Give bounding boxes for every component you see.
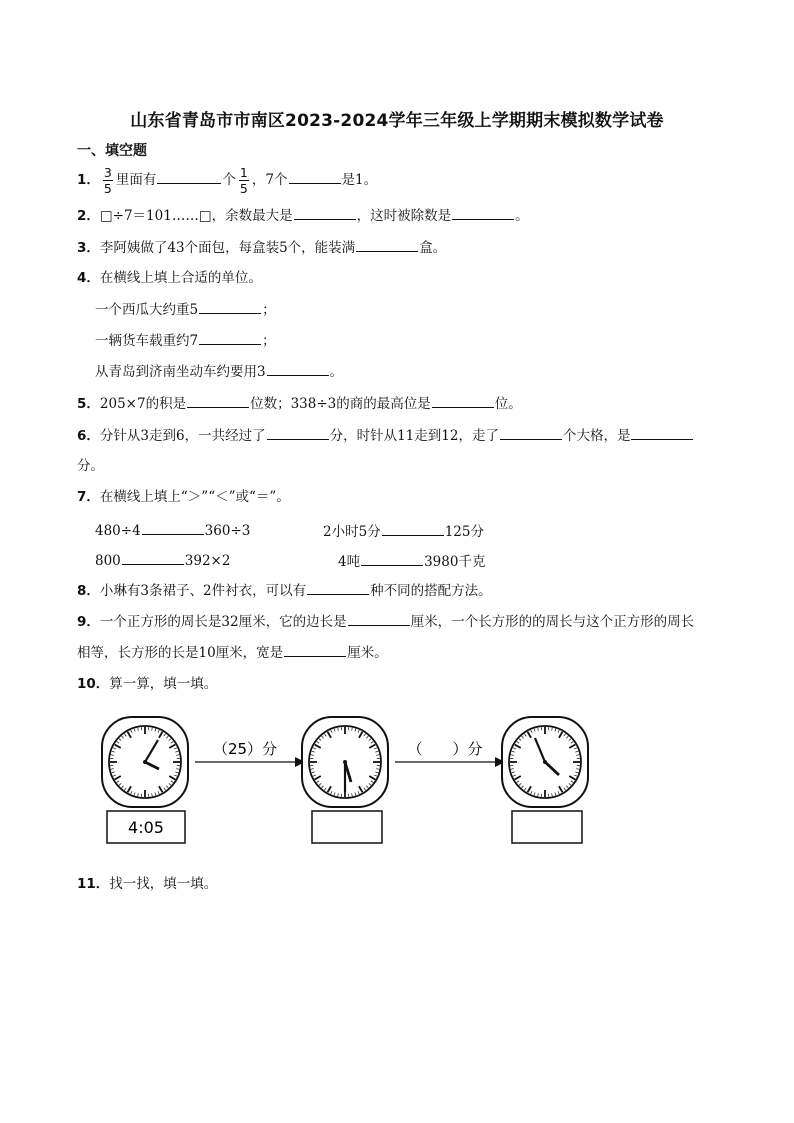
fraction-1-5: $\frac{1}{5}$ — [239, 165, 248, 196]
question-number: 11． — [77, 876, 110, 892]
clock-icon — [102, 717, 188, 807]
question-4-b: 一辆货车载重约7 ； — [95, 330, 276, 351]
page-title: 山东省青岛市市南区2023-2024学年三年级上学期期末模拟数学试卷 — [130, 111, 664, 131]
question-7: 7．在横线上填上“＞”“＜”或“＝”。 — [77, 489, 290, 505]
answer-blank[interactable] — [187, 393, 249, 408]
question-6-cont: 分。 — [77, 458, 104, 474]
time-box-2[interactable] — [312, 811, 382, 843]
arrow-2 — [395, 757, 505, 767]
answer-blank[interactable] — [157, 169, 221, 184]
compare-item-2: 2小时5分 125分 — [323, 520, 484, 540]
question-3: 3．李阿姨做了43个面包，每盒装5个，能装满 盒。 — [77, 237, 446, 258]
question-10: 10．算一算，填一填。 — [77, 676, 218, 692]
answer-blank[interactable] — [267, 425, 329, 440]
answer-blank[interactable] — [289, 169, 341, 184]
interval-label-1: （25）分 — [212, 740, 278, 758]
answer-blank[interactable] — [452, 205, 514, 220]
question-6: 6．分针从3走到6，一共经过了 分，时针从11走到12，走了 个大格，是 — [77, 425, 694, 446]
section-heading: 一、填空题 — [77, 143, 147, 159]
question-4-a: 一个西瓜大约重5 ； — [95, 299, 276, 320]
answer-blank[interactable] — [356, 237, 418, 252]
question-9-cont: 相等，长方形的长是10厘米，宽是 厘米。 — [77, 642, 388, 663]
question-9: 9．一个正方形的周长是32厘米，它的边长是 厘米，一个长方形的的周长与这个正方形的周长 — [77, 611, 694, 632]
question-number: 9． — [77, 614, 100, 630]
answer-blank[interactable] — [631, 425, 693, 440]
question-5: 5．205×7的积是 位数；338÷3的商的最高位是 位。 — [77, 393, 522, 414]
answer-blank[interactable] — [500, 425, 562, 440]
clock-icon — [302, 717, 388, 807]
question-number: 5． — [77, 396, 100, 412]
answer-blank[interactable] — [199, 299, 261, 314]
clock-diagram — [95, 710, 605, 858]
answer-blank[interactable] — [382, 521, 444, 536]
question-number: 6． — [77, 428, 100, 444]
compare-item-1: 480÷4 360÷3 — [95, 520, 250, 539]
question-8: 8．小琳有3条裙子、2件衬衣，可以有 种不同的搭配方法。 — [77, 580, 492, 601]
answer-blank[interactable] — [294, 205, 356, 220]
question-number: 3． — [77, 240, 100, 256]
question-number: 8． — [77, 583, 100, 599]
time-box-3[interactable] — [512, 811, 582, 843]
clock-center — [343, 760, 347, 764]
clock-icon — [502, 717, 588, 807]
answer-blank[interactable] — [284, 642, 346, 657]
question-2: 2．□÷7＝101……□，余数最大是 ，这时被除数是 。 — [77, 205, 529, 226]
question-1: 1． $\frac{3}{5}$ 里面有 个 $\frac{1}{5}$ ，7个 是1。 — [77, 165, 378, 196]
question-number: 1． — [77, 172, 100, 188]
question-number: 7． — [77, 489, 100, 505]
time-text-1: 4:05 — [128, 818, 164, 837]
question-4: 4．在横线上填上合适的单位。 — [77, 270, 262, 286]
answer-blank[interactable] — [267, 361, 329, 376]
compare-item-3: 800 392×2 — [95, 550, 230, 569]
answer-blank[interactable] — [432, 393, 494, 408]
answer-blank[interactable] — [361, 551, 423, 566]
answer-blank[interactable] — [348, 611, 410, 626]
question-11: 11．找一找，填一填。 — [77, 876, 218, 892]
question-4-c: 从青岛到济南坐动车约要用3 。 — [95, 361, 343, 382]
answer-blank[interactable] — [307, 580, 369, 595]
clock-center — [143, 760, 147, 764]
answer-blank[interactable] — [142, 520, 204, 535]
fraction-3-5: $\frac{3}{5}$ — [103, 165, 112, 196]
answer-blank[interactable] — [122, 550, 184, 565]
interval-label-2: （ ）分 — [407, 740, 483, 758]
question-number: 2． — [77, 208, 100, 224]
compare-item-4: 4吨 3980千克 — [338, 550, 485, 570]
arrow-1 — [195, 757, 305, 767]
clock-center — [543, 760, 547, 764]
question-number: 4． — [77, 270, 100, 286]
question-number: 10． — [77, 676, 110, 692]
answer-blank[interactable] — [199, 330, 261, 345]
